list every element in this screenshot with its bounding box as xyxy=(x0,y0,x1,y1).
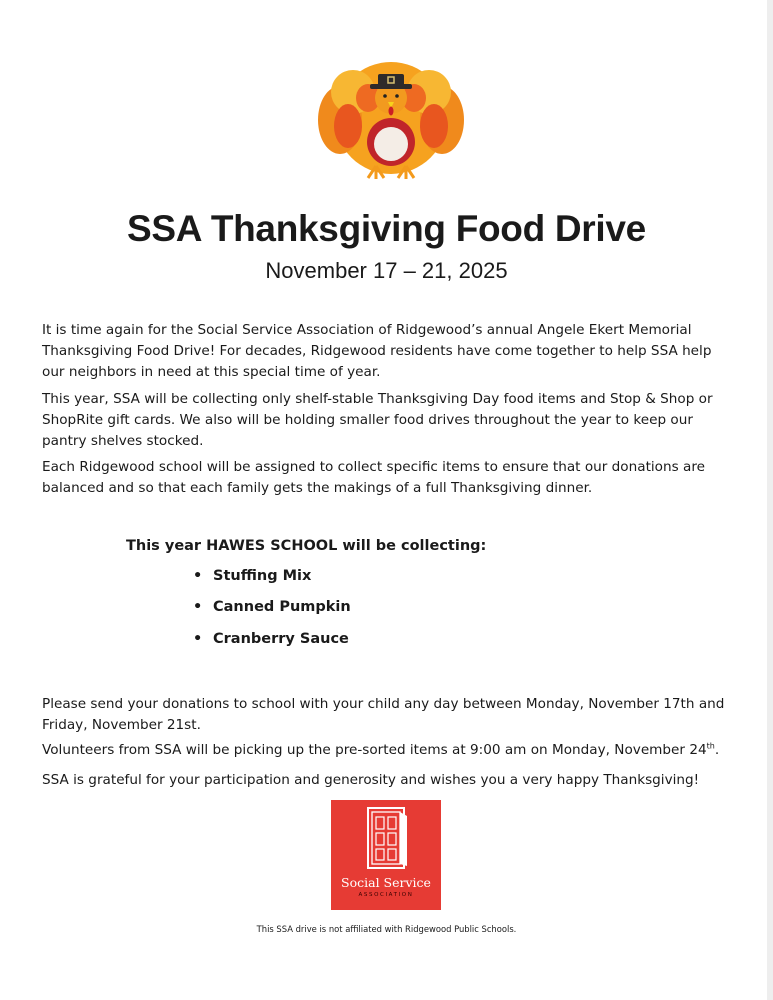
list-item xyxy=(193,599,351,615)
item-label: Stuffing Mix xyxy=(213,568,312,584)
bullet: • xyxy=(193,568,203,584)
intro-paragraph: This year, SSA will be collecting only shelf-stable Thanksgiving Day food items and Stop & Shop or ShopRite gift cards. We also will be holding smaller food drives throughout the year to keep our pantry shelves stocked. xyxy=(42,391,713,449)
turkey-icon xyxy=(318,58,464,186)
thanks-text: SSA is grateful for your participation and generosity and wishes you a very happy Thanksgiving! xyxy=(42,772,700,788)
item-label: Cranberry Sauce xyxy=(213,631,349,647)
collection-heading: This year HAWES SCHOOL will be collecting: xyxy=(126,538,487,554)
ssa-logo xyxy=(331,800,441,910)
intro-paragraph: It is time again for the Social Service Association of Ridgewood’s annual Angele Ekert Memorial Thanksgiving Food Drive! For decades, Ridgewood residents have come together to help SSA help our neighbors in need at this special time of year. xyxy=(42,322,712,380)
footer-disclaimer: This SSA drive is not affiliated with Ridgewood Public Schools. xyxy=(256,924,517,934)
ordinal-suffix: th xyxy=(706,741,715,751)
volunteers-text xyxy=(42,740,732,761)
logo-subtitle: ASSOCIATION xyxy=(358,892,414,898)
bullet: • xyxy=(193,631,203,647)
bullet: • xyxy=(193,599,203,615)
list-item xyxy=(193,631,349,647)
page-title: SSA Thanksgiving Food Drive xyxy=(127,208,646,249)
send-donations-text: Please send your donations to school with your child any day between Monday, November 17th and Friday, November 21st. xyxy=(42,696,725,733)
volunteers-end: . xyxy=(714,742,720,758)
intro-paragraph: Each Ridgewood school will be assigned to collect specific items to ensure that our donations are balanced and so that each family gets the makings of a full Thanksgiving dinner. xyxy=(42,459,705,496)
item-label: Canned Pumpkin xyxy=(213,599,351,615)
event-dates: November 17 – 21, 2025 xyxy=(265,258,508,283)
page-edge xyxy=(767,0,773,1000)
list-item xyxy=(193,568,311,584)
volunteers-body: Volunteers from SSA will be picking up the pre-sorted items at 9:00 am on Monday, November 24 xyxy=(42,742,707,758)
logo-name: Social Service xyxy=(341,875,431,890)
